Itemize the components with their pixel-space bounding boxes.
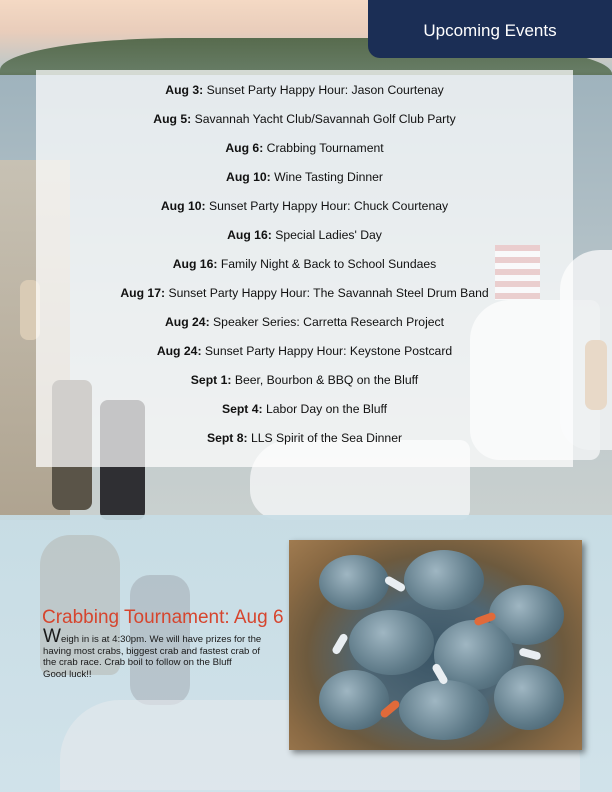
- crab-image: [349, 610, 434, 675]
- event-date: Aug 10:: [226, 170, 271, 184]
- event-item: [36, 140, 573, 169]
- section-title: Upcoming Events: [423, 21, 557, 40]
- crab-image: [319, 555, 389, 610]
- event-name: Sunset Party Happy Hour: Keystone Postcard: [204, 344, 453, 358]
- event-name: Wine Tasting Dinner: [274, 170, 383, 184]
- event-name: Sunset Party Happy Hour: Chuck Courtenay: [208, 199, 449, 213]
- event-name: Family Night & Back to School Sundaes: [220, 257, 437, 271]
- event-name: Crabbing Tournament: [266, 141, 384, 155]
- section-header-tab: [368, 0, 612, 58]
- event-name: LLS Spirit of the Sea Dinner: [250, 431, 403, 445]
- event-item: [36, 111, 573, 140]
- event-name: Speaker Series: Carretta Research Project: [213, 315, 445, 329]
- feature-closing-text: Good luck!!: [43, 668, 92, 680]
- event-date: Aug 16:: [227, 228, 272, 242]
- event-item: [36, 256, 573, 285]
- crab-image: [494, 665, 564, 730]
- event-date: Aug 24:: [164, 315, 210, 329]
- event-date: Sept 1:: [190, 373, 232, 387]
- event-name: Beer, Bourbon & BBQ on the Bluff: [234, 373, 419, 387]
- event-item: [36, 372, 573, 401]
- event-item: [36, 285, 573, 314]
- feature-title: Crabbing Tournament: Aug 6: [42, 607, 284, 628]
- event-item: [36, 169, 573, 198]
- event-date: Aug 3:: [165, 83, 204, 97]
- event-name: Sunset Party Happy Hour: The Savannah Steel Drum Band: [168, 286, 489, 300]
- event-date: Aug 6:: [225, 141, 264, 155]
- feature-body-text: eigh in is at 4:30pm. We will have prizes for the having most crabs, biggest crab and fastest crab of the crab race. Crab boil to follow on the Bluff: [43, 634, 262, 668]
- crab-image: [399, 680, 489, 740]
- event-date: Aug 16:: [172, 257, 218, 271]
- event-date: Sept 8:: [206, 431, 248, 445]
- feature-description: [43, 626, 273, 680]
- events-list: [36, 70, 573, 459]
- event-item: [36, 227, 573, 256]
- event-item: [36, 343, 573, 372]
- event-item: [36, 198, 573, 227]
- crab-image: [404, 550, 484, 610]
- crab-image: [319, 670, 389, 730]
- events-panel: [36, 70, 573, 467]
- event-item: [36, 314, 573, 343]
- event-date: Aug 24:: [156, 344, 202, 358]
- event-name: Special Ladies' Day: [275, 228, 382, 242]
- event-name: Labor Day on the Bluff: [265, 402, 388, 416]
- background-person: [585, 340, 607, 410]
- event-item: [36, 430, 573, 459]
- event-date: Aug 10:: [160, 199, 206, 213]
- event-name: Sunset Party Happy Hour: Jason Courtenay: [206, 83, 444, 97]
- event-date: Aug 5:: [153, 112, 192, 126]
- event-name: Savannah Yacht Club/Savannah Golf Club Party: [194, 112, 456, 126]
- event-item: [36, 401, 573, 430]
- crab-bucket-photo: [289, 540, 582, 750]
- event-item: [36, 82, 573, 111]
- crab-claw-icon: [331, 632, 349, 655]
- event-date: Aug 17:: [120, 286, 166, 300]
- crab-claw-icon: [518, 647, 541, 660]
- event-date: Sept 4:: [221, 402, 263, 416]
- feature-dropcap: W: [43, 626, 61, 647]
